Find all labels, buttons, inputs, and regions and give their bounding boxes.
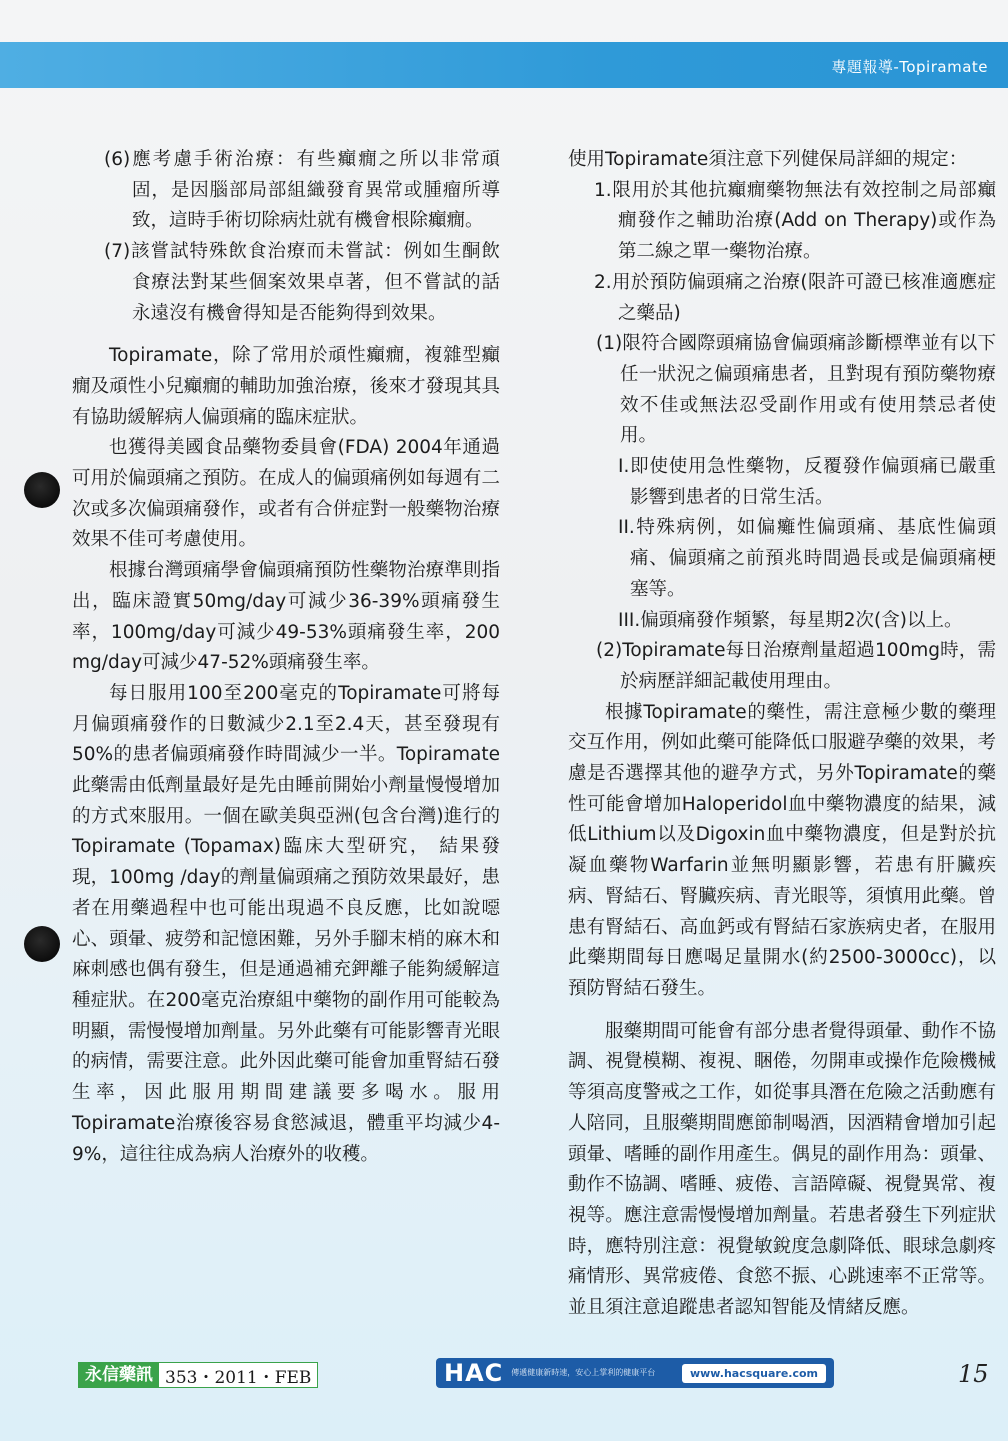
right-column <box>568 145 996 1324</box>
list-item-7: (7)該嘗試特殊飲食治療而未嘗試：例如生酮飲食療法對某些個案效果卓著，但不嘗試的話永遠沒有機會得知是否能夠得到效果。 <box>104 241 500 324</box>
hac-logo: HAC <box>444 1359 504 1387</box>
rule-subitem-I: I.即使使用急性藥物，反覆發作偏頭痛已嚴重影響到患者的日常生活。 <box>618 456 996 508</box>
paragraph: 根據Topiramate的藥性，需注意極少數的藥理交互作用，例如此藥可能降低口服避孕藥的效果，考慮是否選擇其他的避孕方式，另外Topiramate的藥性可能會增加Haloperidol血中藥物濃度的結果，減低Lithium以及Digoxin血中藥物濃度，但是對於抗凝血藥物Warfarin並無明顯影響，若患有肝臟疾病、腎結石、腎臟疾病、青光眼等，須慎用此藥。曾患有腎結石、高血鈣或有腎結石家族病史者，在服用此藥期間每日應喝足量開水(約2500-3000cc)，以預防腎結石發生。 <box>568 701 996 999</box>
paragraph: 服藥期間可能會有部分患者覺得頭暈、動作不協調、視覺模糊、複視、睏倦，勿開車或操作危險機械等須高度警戒之工作，如從事具潛在危險之活動應有人陪同，且服藥期間應節制喝酒，因酒精會增加引起頭暈、嗜睡的副作用產生。偶見的副作用為：頭暈、動作不協調、嗜睡、疲倦、言語障礙、視覺異常、複視等。應注意需慢慢增加劑量。若患者發生下列症狀時，應特別注意：視覺敏銳度急劇降低、眼球急劇疼痛情形、異常疲倦、食慾不振、心跳速率不正常等。並且須注意追蹤患者認知智能及情緒反應。 <box>568 1020 996 1319</box>
paragraph: 每日服用100至200毫克的Topiramate可將每月偏頭痛發作的日數減少2.1至2.4天，甚至發現有50%的患者偏頭痛發作時間減少一半。Topiramate此藥需由低劑量最好是先由睡前開始小劑量慢慢增加的方式來服用。一個在歐美與亞洲(包含台灣)進行的Topiramate (Topamax)臨床大型研究， 結果發現，100mg /day的劑量偏頭痛之預防效果最好，患者在用藥過程中也可能出現過不良反應，比如說噁心、頭暈、疲勞和記憶困難，另外手腳末梢的麻木和麻刺感也偶有發生，但是通過補充鉀離子能夠緩解這種症狀。在200毫克治療組中藥物的副作用可能較為明顯，需慢慢增加劑量。另外此藥有可能影響青光眼的病情，需要注意。此外因此藥可能會加重腎結石發生率，因此服用期間建議要多喝水。服用Topiramate治療後容易食慾減退，體重平均減少4-9%，這往往成為病人治療外的收穫。 <box>72 682 500 1165</box>
paragraph: 也獲得美國食品藥物委員會(FDA) 2004年通過可用於偏頭痛之預防。在成人的偏頭痛例如每週有二次或多次偏頭痛發作，或者有合併症對一般藥物治療效果不佳可考慮使用。 <box>72 437 500 551</box>
rule-subitem-2: (2)Topiramate每日治療劑量超過100mg時，需於病歷詳細記載使用理由。 <box>596 640 996 692</box>
hac-banner[interactable] <box>436 1358 834 1388</box>
rule-item-2: 2.用於預防偏頭痛之治療(限許可證已核准適應症之藥品) <box>594 271 996 324</box>
rule-subitem-1: (1)限符合國際頭痛協會偏頭痛診斷標準並有以下任一狀況之偏頭痛患者，且對現有預防藥物療效不佳或無法忍受副作用或有使用禁忌者使用。 <box>596 333 996 447</box>
journal-logo: 永信藥訊 <box>79 1363 159 1387</box>
hac-url-link[interactable]: www.hacsquare.com <box>682 1364 826 1383</box>
rule-subitem-II: II.特殊病例，如偏癱性偏頭痛、基底性偏頭痛、偏頭痛之前預兆時間過長或是偏頭痛梗塞等。 <box>618 517 996 600</box>
paragraph: 根據台灣頭痛學會偏頭痛預防性藥物治療準則指出，臨床證實50mg/day可減少36-39%頭痛發生率，100mg/day可減少49-53%頭痛發生率，200 mg/day可減少47-52%頭痛發生率。 <box>72 560 500 674</box>
list-item-6: (6)應考慮手術治療：有些癲癇之所以非常頑固，是因腦部局部組織發育異常或腫瘤所導致，這時手術切除病灶就有機會根除癲癇。 <box>104 149 500 232</box>
binder-hole-bottom <box>24 926 60 962</box>
section-title: 專題報導-Topiramate <box>831 58 988 76</box>
binder-hole-top <box>24 472 60 508</box>
paragraph: Topiramate，除了常用於頑性癲癇，複雜型癲癇及頑性小兒癲癇的輔助加強治療，後來才發現其具有協助緩解病人偏頭痛的臨床症狀。 <box>72 345 500 428</box>
header-band <box>0 42 1008 88</box>
left-column <box>72 145 500 1170</box>
hac-tagline: 傳遞健康新時速，安心上掌利的健康平台 <box>511 1368 656 1377</box>
issue-info: 353・2011・FEB <box>165 1367 312 1388</box>
rule-subitem-III: III.偏頭痛發作頻繁，每星期2次(含)以上。 <box>618 609 963 631</box>
paragraph: 使用Topiramate須注意下列健保局詳細的規定： <box>568 149 968 170</box>
journal-brand <box>78 1362 318 1388</box>
page-number: 15 <box>958 1360 989 1388</box>
rule-item-1: 1.限用於其他抗癲癇藥物無法有效控制之局部癲癇發作之輔助治療(Add on Therapy)或作為第二線之單一藥物治療。 <box>594 179 996 263</box>
